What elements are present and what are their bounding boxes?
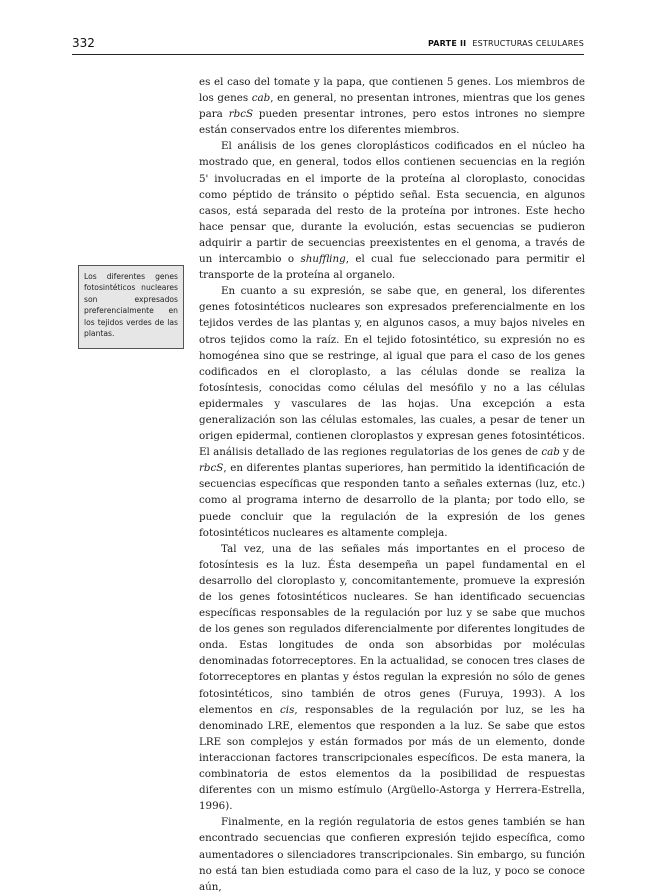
paragraph-text: pueden presentar intrones, pero estos intrones no siempre están conservados entre los diferentes miembros.	[199, 108, 585, 137]
term-italic: cis	[280, 703, 295, 716]
paragraph-text: , en diferentes plantas superiores, han permitido la identificación de secuencias específicas que responden tanto a señales externas (luz, etc.) como al programa interno de desarrollo de la planta; por todo ello, se puede concluir que la regulación de la expresión de los genes fotosintéticos nucleares es altamente compleja.	[199, 462, 585, 539]
paragraph-4	[199, 541, 585, 815]
paragraph-1	[199, 74, 585, 138]
paragraph-5	[199, 814, 585, 894]
paragraph-text: y de	[559, 446, 585, 459]
body-text	[199, 74, 585, 895]
gene-name: rbcS	[199, 462, 224, 475]
gene-name: cab	[251, 92, 271, 105]
gene-name: cab	[541, 446, 560, 459]
paragraph-text: En cuanto a su expresión, se sabe que, en general, los diferentes genes fotosintéticos nucleares son expresados preferencialmente en los tejidos verdes de las plantas y, en algunos casos, a muy bajos niveles en otros tejidos como la raíz. En el tejido fotosintético, su expresión no es homogénea sino que se restringe, al igual que para el caso de los genes codificados en el cloroplasto, a las células donde se realiza la fotosíntesis, conocidas como células del mesófilo y no a las células epidermales y vasculares de las hojas. Una excepción a esta generalización son las células estomales, las cuales, a pesar de tener un origen epidermal, contienen cloroplastos y expresan genes fotosintéticos. El análisis detallado de las regiones regulatorias de los genes de	[199, 285, 585, 459]
term-italic: shuffling	[300, 253, 346, 266]
paragraph-text: , en general, no presentan intrones, mientras que los genes para	[199, 92, 585, 121]
page-number: 332	[72, 36, 95, 50]
paragraph-text: , responsables de la regulación por luz, se les ha denominado LRE, elementos que responden a la luz. Se sabe que estos LRE son complejos y están formados por más de un elemento, donde interaccionan factores transcripcionales específicos. De esta manera, la combinatoria de estos elementos da la posibilidad de respuestas diferentes con un mismo estímulo (Argüello-Astorga y Herrera-Estrella, 1996).	[199, 703, 585, 813]
part-label: PARTE II	[427, 39, 467, 48]
page-header	[72, 38, 584, 55]
paragraph-3	[199, 283, 585, 541]
running-head	[428, 39, 584, 48]
paragraph-text: Finalmente, en la región regulatoria de estos genes también se han encontrado secuencias que confieren expresión tejido específica, como aumentadores o silenciadores transcripcionales. Sin embargo, su función no está tan bien estudiada como para el caso de la luz, y poco se conoce aún,	[199, 816, 585, 893]
section-title: ESTRUCTURAS CELULARES	[472, 39, 584, 48]
paragraph-text: El análisis de los genes cloroplásticos codificados en el núcleo ha mostrado que, en general, todos ellos contienen secuencias en la región 5' involucradas en el importe de la proteína al cloroplasto, conocidas como péptido de tránsito o péptido señal. Esta secuencia, en algunos casos, está separada del resto de la proteína por intrones. Este hecho hace pensar que, durante la evolución, estas secuencias se pudieron adquirir a partir de secuencias preexistentes en el genoma, a través de un intercambio o	[199, 140, 585, 266]
margin-note	[78, 265, 184, 349]
gene-name: rbcS	[228, 108, 254, 121]
paragraph-text: Tal vez, una de las señales más importantes en el proceso de fotosíntesis es la luz. Ésta desempeña un papel fundamental en el desarrollo del cloroplasto y, concomitantemente, promueve la expresión de los genes fotosintéticos nucleares. Se han identificado secuencias específicas responsables de la regulación por luz y se sabe que muchos de los genes son regulados diferencialmente por diferentes longitudes de onda. Estas longitudes de onda son absorbidas por moléculas denominadas fotorreceptores. En la actualidad, se conocen tres clases de fotorreceptores en plantas y éstos regulan la expresión no sólo de genes fotosintéticos, sino también de otros genes (Furuya, 1993). A los elementos en	[199, 542, 585, 716]
paragraph-2	[199, 138, 585, 283]
margin-note-text: Los diferentes genes fotosintéticos nucleares son expresados preferencialmente en los tejidos verdes de las plantas.	[84, 272, 178, 339]
paragraph-text: es el caso del tomate y la papa, que contienen 5 genes. Los miembros de los genes	[199, 76, 585, 105]
paragraph-text: , el cual fue seleccionado para permitir el transporte de la proteína al organelo.	[199, 253, 585, 282]
